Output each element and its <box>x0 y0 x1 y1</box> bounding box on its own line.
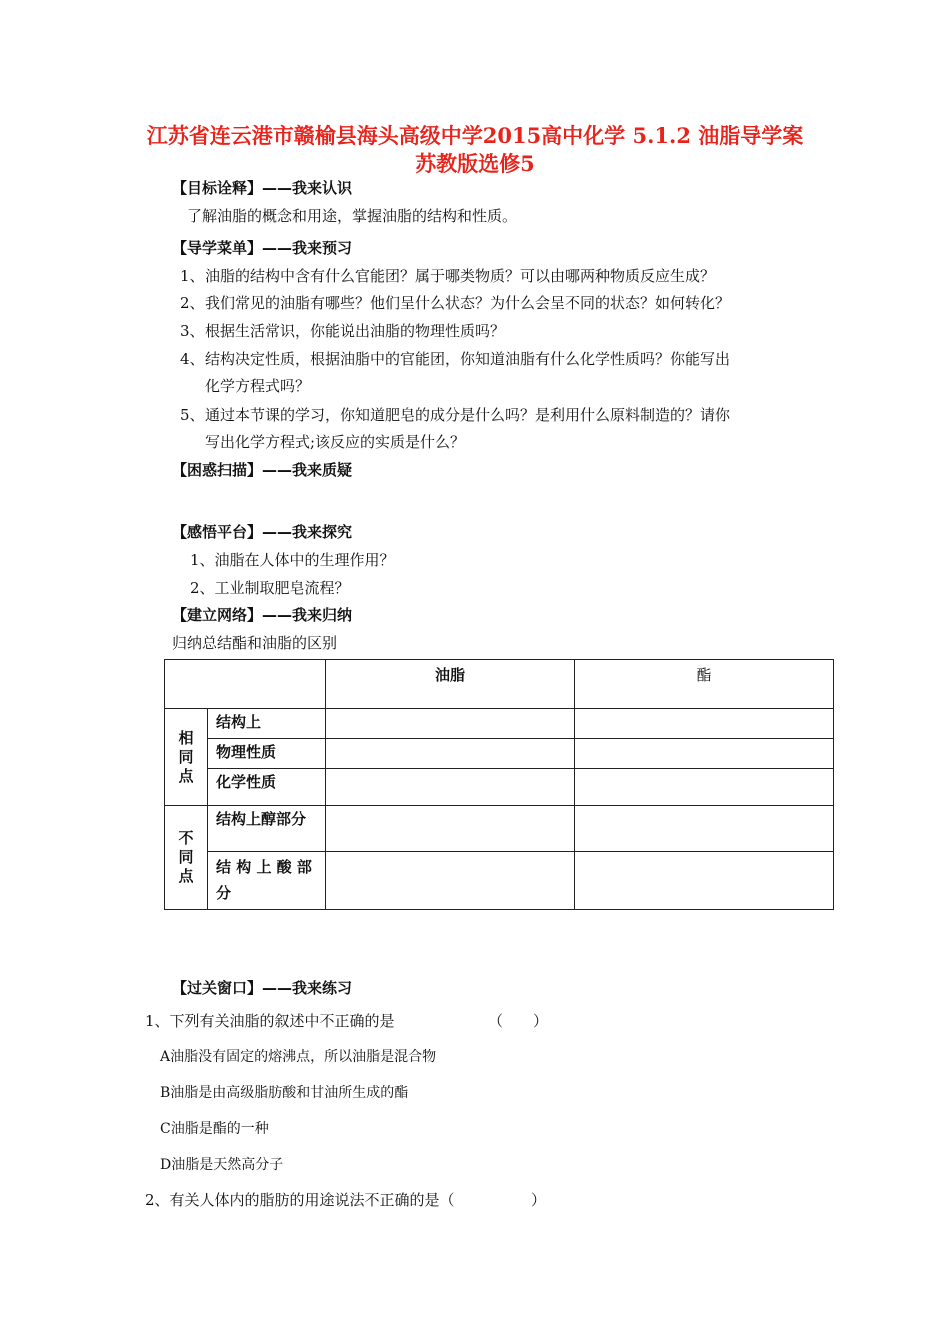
row-label-alcohol: 结构上醇部分 <box>208 806 326 852</box>
goal-heading: 【目标诠释】——我来认识 <box>172 179 353 197</box>
table-corner-cell <box>165 660 326 709</box>
document-title: 江苏省连云港市赣榆县海头高级中学2015高中化学 5.1.2 油脂导学案 苏教版选修5 <box>146 123 804 176</box>
network-heading: 【建立网络】——我来归纳 <box>172 606 353 624</box>
network-intro: 归纳总结酯和油脂的区别 <box>172 634 338 652</box>
explore-item-1: 1、油脂在人体中的生理作用？ <box>190 551 395 569</box>
cell-ester-chemical[interactable] <box>575 769 834 806</box>
option-a: A油脂没有固定的熔沸点，所以油脂是混合物 <box>160 1049 437 1065</box>
option-d: D油脂是天然高分子 <box>160 1157 284 1173</box>
guide-text-4: 结构决定性质，根据油脂中的官能团，你知道油脂有什么化学性质吗？你能写出 <box>205 350 731 368</box>
guide-cont-4: 化学方程式吗？ <box>205 377 311 395</box>
guide-num-2: 2、 <box>180 294 205 312</box>
diff-char-2: 同 <box>178 848 194 866</box>
same-char-3: 点 <box>178 766 194 785</box>
row-label-structure: 结构上 <box>208 709 326 739</box>
table-row <box>165 739 834 769</box>
cell-oil-chemical[interactable] <box>326 769 575 806</box>
goal-text: 了解油脂的概念和用途，掌握油脂的结构和性质。 <box>187 207 518 225</box>
guide-cont-5: 写出化学方程式;该反应的实质是什么？ <box>205 433 466 451</box>
cell-oil-alcohol[interactable] <box>326 806 575 852</box>
table-row <box>165 852 834 910</box>
explore-heading: 【感悟平台】——我来探究 <box>172 523 353 541</box>
guide-num-3: 3、 <box>180 322 205 340</box>
guide-heading: 【导学菜单】——我来预习 <box>172 239 353 257</box>
row-label-physical: 物理性质 <box>208 739 326 769</box>
comparison-table <box>164 659 834 910</box>
doubt-heading: 【困惑扫描】——我来质疑 <box>172 461 353 479</box>
col-header-ester: 酯 <box>575 660 834 709</box>
cell-oil-structure[interactable] <box>326 709 575 739</box>
practice-heading: 【过关窗口】——我来练习 <box>172 979 353 997</box>
question-1-paren: （ ） <box>488 1012 549 1030</box>
guide-text-2: 我们常见的油脂有哪些？他们呈什么状态？为什么会呈不同的状态？如何转化？ <box>205 294 731 312</box>
question-2-paren: ） <box>531 1191 547 1209</box>
diff-points-label <box>165 806 208 910</box>
same-char-2: 同 <box>178 747 194 766</box>
table-row <box>165 769 834 806</box>
guide-text-1: 油脂的结构中含有什么官能团？属于哪类物质？可以由哪两种物质反应生成？ <box>205 267 716 285</box>
cell-ester-acid[interactable] <box>575 852 834 910</box>
col-header-oil: 油脂 <box>326 660 575 709</box>
guide-num-4: 4、 <box>180 350 205 368</box>
explore-item-2: 2、工业制取肥皂流程？ <box>190 579 350 597</box>
diff-char-3: 点 <box>178 867 194 885</box>
question-2-stem: 2、有关人体内的脂肪的用途说法不正确的是（ <box>145 1191 455 1209</box>
row-label-acid-line2: 分 <box>216 884 232 902</box>
table-row <box>165 806 834 852</box>
guide-num-5: 5、 <box>180 406 205 424</box>
row-label-chemical: 化学性质 <box>208 769 326 806</box>
cell-ester-structure[interactable] <box>575 709 834 739</box>
option-c: C油脂是酯的一种 <box>160 1121 269 1137</box>
diff-char-1: 不 <box>178 829 194 847</box>
row-label-acid-line1: 结 构 上 酸 部 <box>216 858 312 876</box>
row-label-acid <box>208 852 326 910</box>
option-b: B油脂是由高级脂肪酸和甘油所生成的酯 <box>160 1085 409 1101</box>
guide-num-1: 1、 <box>180 267 205 285</box>
cell-ester-alcohol[interactable] <box>575 806 834 852</box>
table-header-row <box>165 660 834 709</box>
cell-oil-physical[interactable] <box>326 739 575 769</box>
question-1-stem: 1、下列有关油脂的叙述中不正确的是 <box>145 1012 395 1030</box>
guide-text-5: 通过本节课的学习，你知道肥皂的成分是什么吗？是利用什么原料制造的？请你 <box>205 406 731 424</box>
cell-oil-acid[interactable] <box>326 852 575 910</box>
same-char-1: 相 <box>178 728 194 747</box>
same-points-label <box>165 709 208 806</box>
table-row <box>165 709 834 739</box>
guide-text-3: 根据生活常识，你能说出油脂的物理性质吗？ <box>205 322 506 340</box>
cell-ester-physical[interactable] <box>575 739 834 769</box>
